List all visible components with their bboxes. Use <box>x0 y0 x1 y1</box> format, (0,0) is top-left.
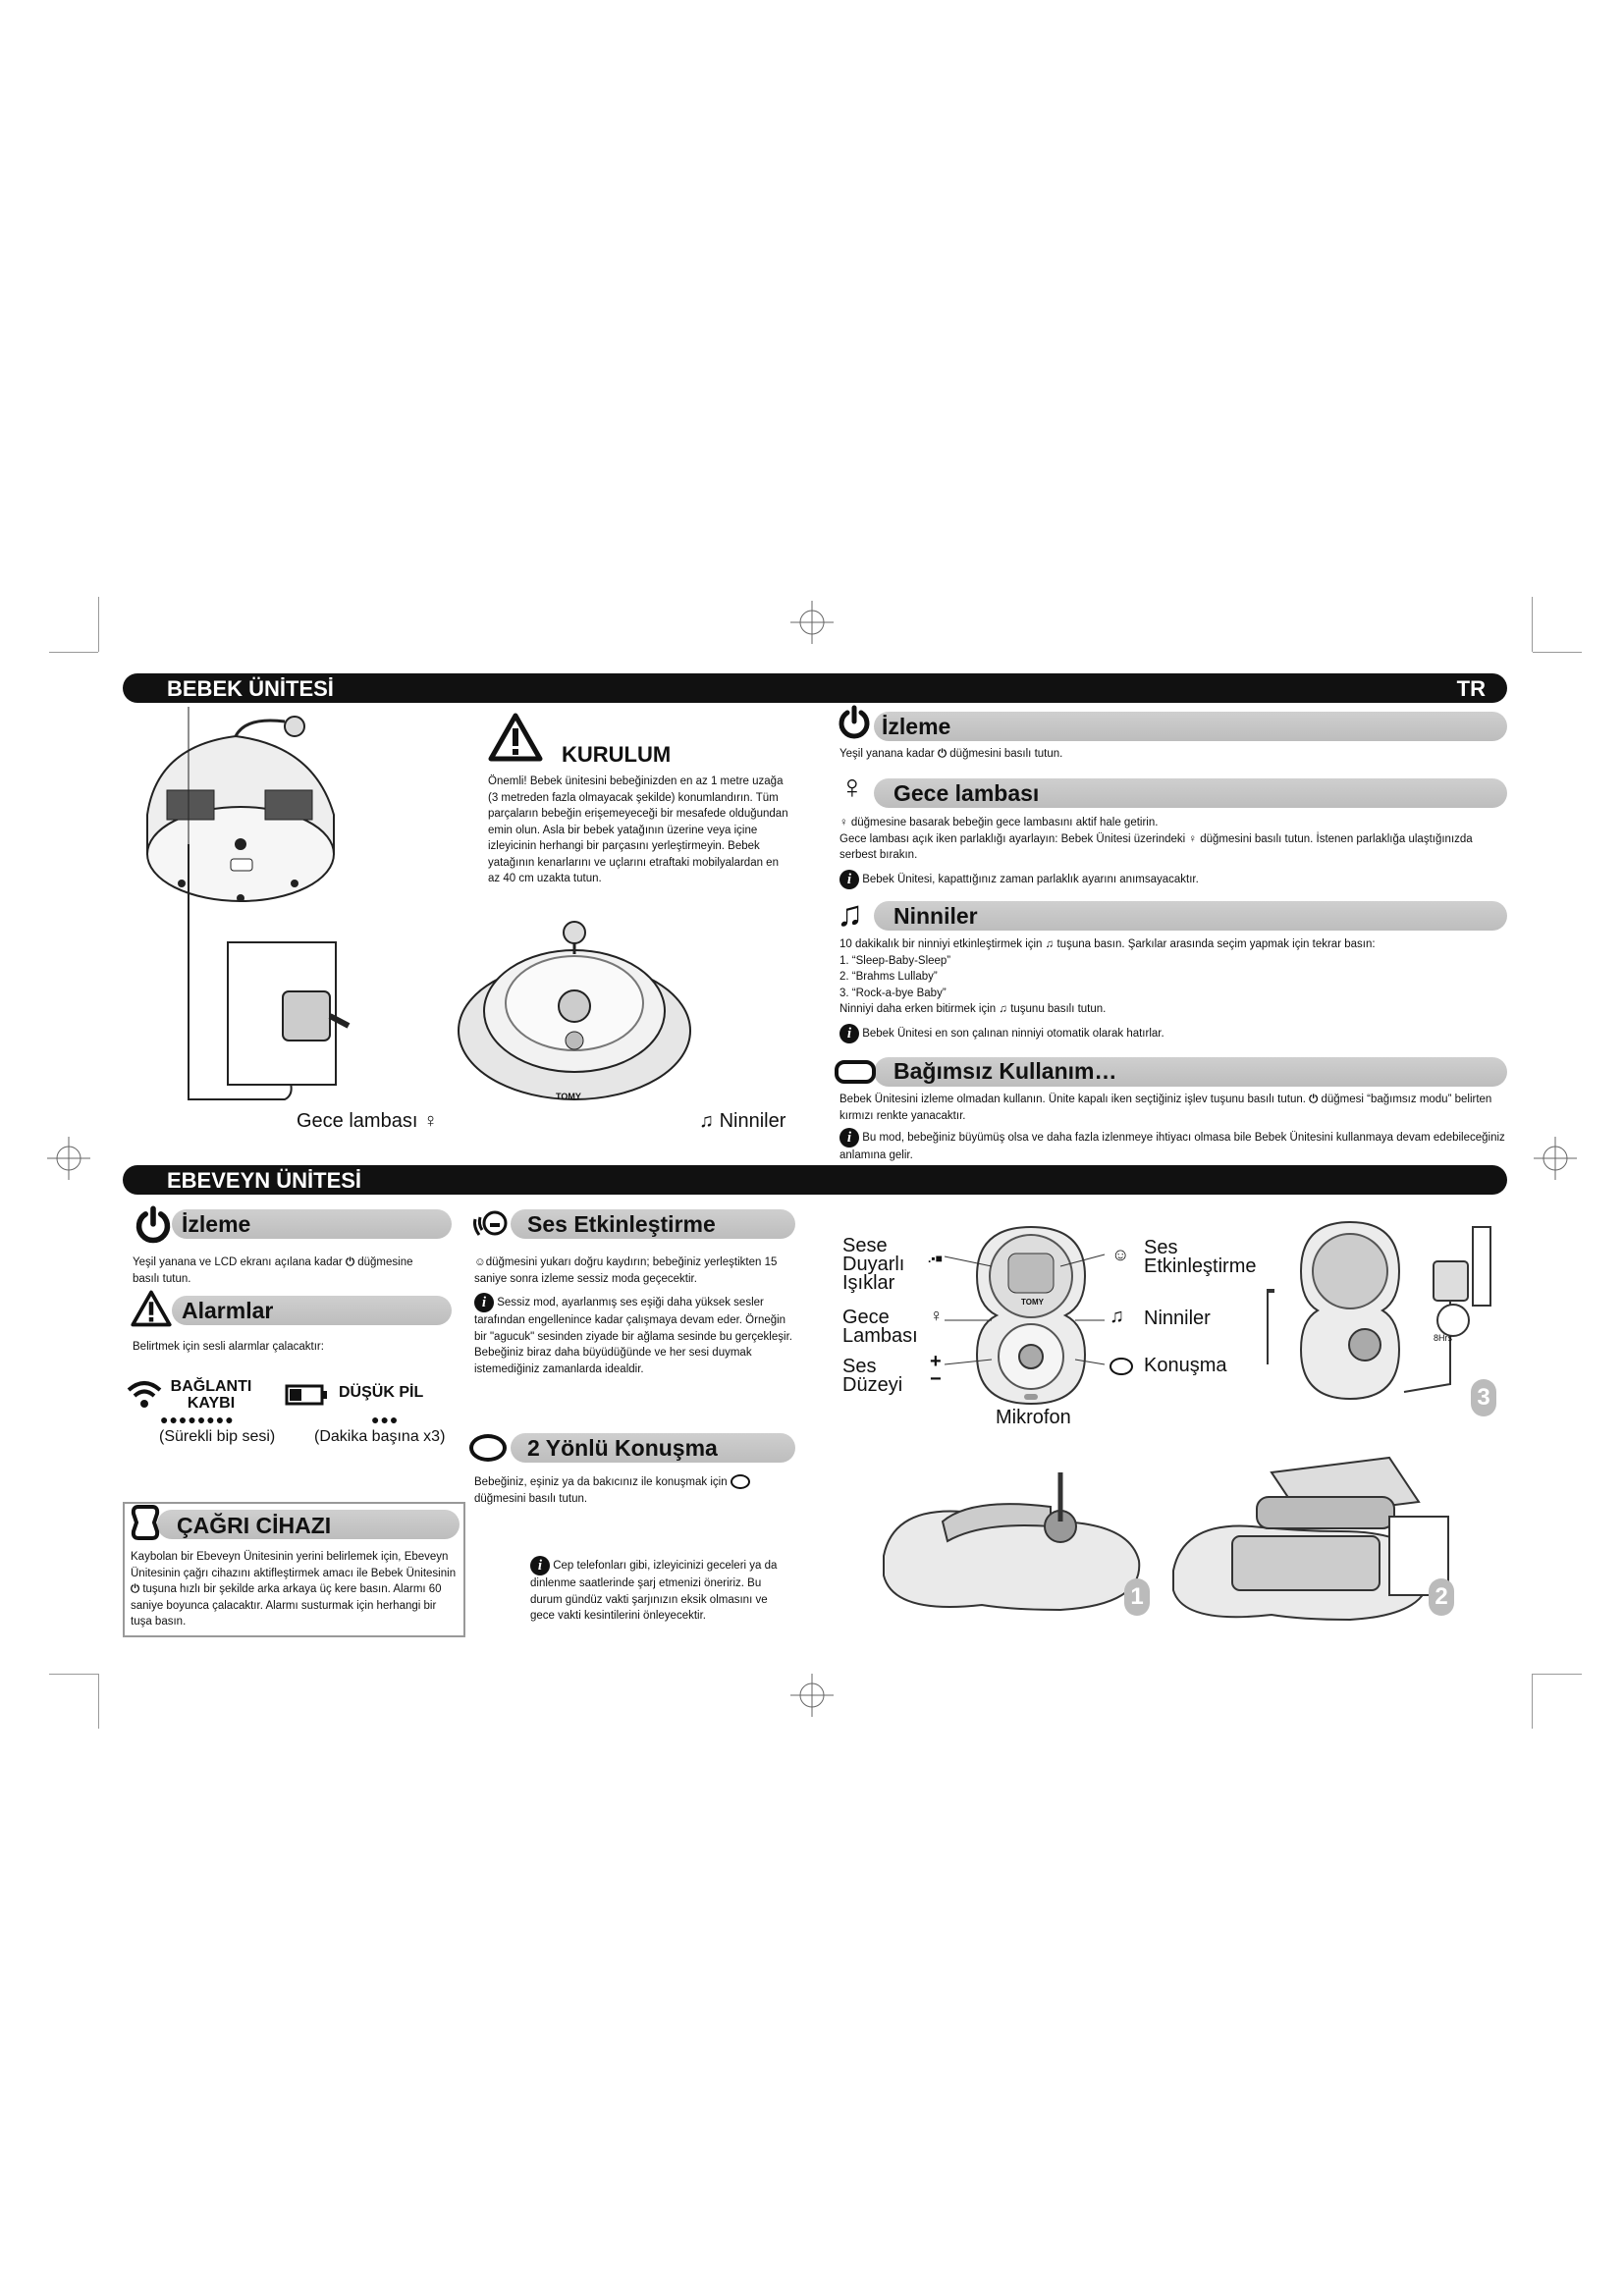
izleme-title: İzleme <box>882 714 951 739</box>
ses-title: Ses Etkinleştirme <box>527 1211 716 1237</box>
voice-activation-icon: ☺ <box>474 1256 486 1268</box>
bulb-icon: ♀ <box>422 1110 438 1132</box>
label-ninniler <box>699 1111 785 1131</box>
bagimsiz-line1a: Bebek Ünitesini izleme olmadan kullanın. Ünite kapalı iken seçtiğiniz işlev tuşunu basılı tutun. <box>839 1094 1306 1105</box>
voice-activation-icon <box>471 1205 511 1241</box>
section-header-parent <box>123 1165 1507 1195</box>
bagimsiz-line1b: düğmesi “bağımsız modu” belirten kırmızı renkte yanacaktır. <box>839 1094 1492 1122</box>
hours-label: 8Hrs <box>1434 1333 1453 1343</box>
charging-illustration <box>1267 1217 1492 1443</box>
p-izleme-text <box>133 1255 427 1287</box>
battery-low-icon <box>285 1384 328 1406</box>
ses-line1: düğmesini yukarı doğru kaydırın; bebeğiniz yerleştikten 15 saniye sonra izleme sessiz moda geçecektir. <box>474 1256 778 1285</box>
label-gece-lambasi <box>297 1111 438 1131</box>
label-mikrofon: Mikrofon <box>996 1407 1071 1428</box>
ninniler-title: Ninniler <box>893 903 978 929</box>
crop-mark <box>1532 1674 1533 1729</box>
music-note-icon: ♫ <box>699 1110 714 1132</box>
kurulum-text: Önemli! Bebek ünitesini bebeğinizden en az 1 metre uzağa (3 metreden fazla olmayacak şekilde) konumlandırın. Tüm parçaların bebeğin erişemeyeceği bir mesafede olduğundan emin olun. Asla bir bebek yatağının üzerine veya içine izleyicinin herhangi bir parçasını yerleştirmeyin. Bebek yatağının kenarlarını ve uçlarını etraftaki mobilyalardan en az 40 cm uzakta tutun. <box>488 775 788 884</box>
step-badge-1: 1 <box>1124 1578 1150 1616</box>
song-item: 3. “Rock-a-bye Baby” <box>839 987 947 999</box>
speech-bubble-icon <box>469 1434 507 1462</box>
label-ses-duzeyi: Ses Düzeyi <box>842 1356 903 1396</box>
power-icon: ⏻ <box>1309 1094 1319 1105</box>
label-gece-lambasi-parent: Gece Lambası <box>842 1307 918 1347</box>
song-list <box>839 953 1507 1002</box>
gece-note: Bebek Ünitesi, kapattığınız zaman parlaklık ayarını anımsayacaktır. <box>862 873 1199 885</box>
alarmlar-text: Belirtmek için sesli alarmlar çalacaktır: <box>133 1341 324 1353</box>
label-ses-etkinlestirme: Ses Etkinleştirme <box>1144 1237 1257 1277</box>
cagri-post: tuşuna hızlı bir şekilde arka arkaya üç kere basın. Alarmı 60 saniye boyunca çalacaktır. Alarmı susturmak için herhangi bir tuşa basın. <box>131 1583 442 1628</box>
crop-mark <box>98 597 99 652</box>
cagri-title: ÇAĞRI CİHAZI <box>177 1513 332 1538</box>
registration-mark <box>47 1137 90 1180</box>
info-icon: i <box>839 870 859 889</box>
gece-line2a: Gece lambası açık iken parlaklığı ayarlayın: Bebek Ünitesi üzerindeki <box>839 832 1186 845</box>
section-title: EBEVEYN ÜNİTESİ <box>167 1168 362 1193</box>
p-izleme-post: düğmesine basılı tutun. <box>133 1256 413 1285</box>
brand-logo: TOMY <box>556 1092 581 1101</box>
language-code: TR <box>1456 676 1486 701</box>
crop-mark <box>49 1674 98 1675</box>
ninniler-line1a: 10 dakikalık bir ninniyi etkinleştirmek için <box>839 938 1043 950</box>
pager-icon <box>131 1504 160 1541</box>
cagri-pre: Kaybolan bir Ebeveyn Ünitesinin yerini belirlemek için, Ebeveyn Ünitesinin çağrı cihazını aktifleştirmek amacı ile Bebek Ünitesinin <box>131 1551 457 1579</box>
voice-activation-icon: ☺ <box>1111 1245 1130 1264</box>
warning-icon <box>131 1290 172 1327</box>
ninniler-line2b: tuşunu basılı tutun. <box>1010 1003 1107 1015</box>
label-ninniler-text: Ninniler <box>719 1110 786 1132</box>
crop-mark <box>1533 1674 1582 1675</box>
bulb-icon: ♀ <box>839 817 848 828</box>
ses-text <box>474 1255 798 1377</box>
section-title: BEBEK ÜNİTESİ <box>167 676 334 701</box>
registration-mark <box>790 1674 834 1717</box>
bulb-icon: ♀ <box>839 769 865 806</box>
konusma-pre: Bebeğiniz, eşiniz ya da bakıcınız ile konuşmak için <box>474 1476 728 1488</box>
info-icon: i <box>839 1024 859 1043</box>
bagimsiz-note: Bu mod, bebeğiniz büyümüş olsa ve daha fazla izlenmeye ihtiyacı olmasa bile Bebek Ünitesini kullanmaya devam edebileceğiniz anlamına gelir. <box>839 1132 1505 1161</box>
power-icon: ⏻ <box>345 1256 355 1268</box>
izleme-pill <box>874 712 1507 741</box>
low-battery-title: DÜŞÜK PİL <box>339 1384 424 1401</box>
gece-line1: düğmesine basarak bebeğin gece lambasını aktif hale getirin. <box>850 817 1159 828</box>
ninniler-text <box>839 936 1507 1043</box>
step-badge-3: 3 <box>1471 1379 1496 1416</box>
step-badge-2: 2 <box>1429 1578 1454 1616</box>
gece-title: Gece lambası <box>893 780 1040 806</box>
konusma-text <box>474 1474 798 1507</box>
crop-mark <box>49 652 98 653</box>
power-icon <box>134 1205 173 1245</box>
music-note-icon: ♫ <box>999 1003 1007 1015</box>
power-icon <box>837 705 872 740</box>
ninniler-line1b: tuşuna basın. Şarkılar arasında seçim yapmak için tekrar basın: <box>1056 938 1376 950</box>
konusma-post: düğmesini basılı tutun. <box>474 1492 588 1505</box>
link-loss-dots: ●●●●●●●● <box>160 1412 235 1427</box>
power-icon: ⏻ <box>937 748 947 760</box>
kurulum-title: KURULUM <box>562 742 672 767</box>
p-izleme-title: İzleme <box>182 1211 251 1237</box>
bagimsiz-title: Bağımsız Kullanım… <box>893 1058 1117 1084</box>
battery-compartment-illustration <box>1164 1443 1458 1639</box>
crop-mark <box>1532 597 1533 652</box>
bulb-icon: ♀ <box>1188 832 1198 845</box>
baby-unit-front-illustration <box>452 913 697 1109</box>
parent-brand-logo: TOMY <box>1021 1298 1044 1307</box>
label-sese-duyarli: Sese Duyarlı Işıklar <box>842 1235 905 1294</box>
rounded-rect-icon <box>835 1060 876 1084</box>
registration-mark <box>1534 1137 1577 1180</box>
belt-clip-illustration <box>874 1468 1149 1644</box>
crop-mark <box>98 1674 99 1729</box>
section-header-baby <box>123 673 1507 703</box>
label-leaders <box>913 1247 1149 1394</box>
wifi-icon <box>126 1378 163 1410</box>
cep-note-text: Cep telefonları gibi, izleyicinizi geceleri ya da dinlenme saatlerinde şarj etmenizi öneririz. Bu durum gündüz vakti şarjınızın eksik olmasını ve gece vakti kesintilerini önleyecektir. <box>530 1560 778 1622</box>
label-konusma: Konuşma <box>1144 1355 1227 1376</box>
registration-mark <box>790 601 834 644</box>
bulb-icon: ♀ <box>930 1306 944 1325</box>
gece-text <box>839 815 1507 889</box>
info-icon: i <box>839 1128 859 1148</box>
speech-bubble-icon <box>731 1474 750 1489</box>
music-note-icon: ♫ <box>1045 938 1055 950</box>
info-icon: i <box>530 1556 550 1575</box>
ses-note: Sessiz mod, ayarlanmış ses eşiği daha yüksek sesler tarafından engellenince kadar çalışmaya devam eder. Örneğin bir "agucuk" sesinden ziyade bir ağlama sesinde bu gerçekleşir. Bebeğiniz biraz daha büyüdüğünde ve her sesi duymak istemediğiniz zamanlarda idealdir. <box>474 1297 792 1375</box>
cep-note <box>530 1556 790 1625</box>
ninniler-note: Bebek Ünitesi en son çalınan ninniyi otomatik olarak hatırlar. <box>862 1027 1164 1040</box>
link-loss-desc: (Sürekli bip sesi) <box>159 1428 276 1445</box>
bagimsiz-text <box>839 1092 1507 1164</box>
music-note-icon: ♫ <box>1110 1306 1124 1327</box>
crop-mark <box>1533 652 1582 653</box>
izleme-text-pre: Yeşil yanana kadar <box>839 748 935 760</box>
izleme-text <box>839 746 1507 763</box>
baby-unit-back-illustration <box>137 707 383 1109</box>
konusma-title: 2 Yönlü Konuşma <box>527 1435 718 1461</box>
izleme-text-post: düğmesini basılı tutun. <box>949 748 1063 760</box>
music-note-icon: ♫ <box>837 893 863 934</box>
warning-icon <box>488 713 543 762</box>
label-gece-lambasi-text: Gece lambası <box>297 1110 418 1132</box>
info-icon: i <box>474 1293 494 1312</box>
power-icon: ⏻ <box>131 1583 140 1595</box>
plus-minus-icon: + − <box>930 1351 942 1390</box>
low-battery-desc: (Dakika başına x3) <box>314 1428 446 1445</box>
low-battery-dots: ●●● <box>371 1412 400 1427</box>
link-loss-title: BAĞLANTI KAYBI <box>170 1378 252 1412</box>
signal-bars-icon: .▪■ <box>928 1252 943 1265</box>
gece-line2b: düğmesini basılı tutun. İstenen parlaklığa ulaştığınızda serbest bırakın. <box>839 832 1473 861</box>
label-ninniler-parent: Ninniler <box>1144 1308 1211 1329</box>
alarmlar-title: Alarmlar <box>182 1298 274 1323</box>
cagri-text <box>131 1549 460 1630</box>
p-izleme-pre: Yeşil yanana ve LCD ekranı açılana kadar <box>133 1256 343 1268</box>
song-item: 1. “Sleep-Baby-Sleep” <box>839 954 951 967</box>
ninniler-line2a: Ninniyi daha erken bitirmek için <box>839 1003 997 1015</box>
song-item: 2. “Brahms Lullaby” <box>839 971 938 983</box>
